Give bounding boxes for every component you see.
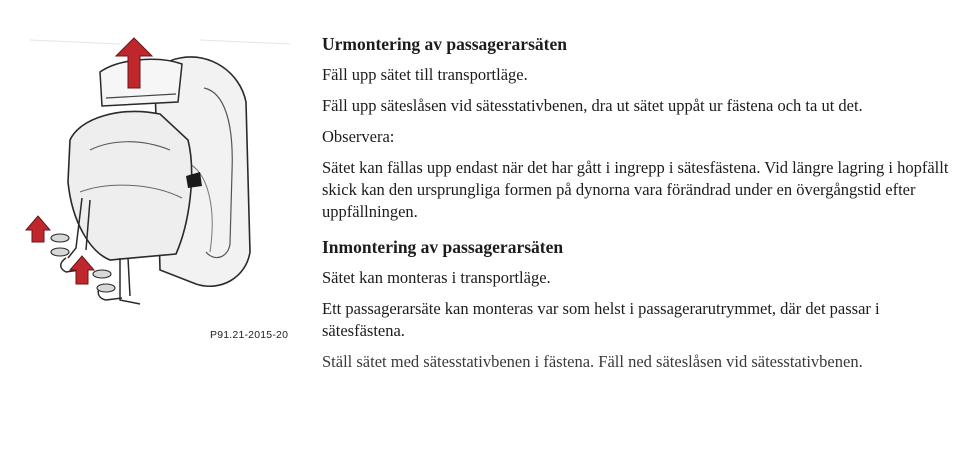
note-label: Observera: bbox=[322, 127, 395, 146]
passenger-seat-drawing bbox=[10, 22, 300, 324]
headrest-shape bbox=[100, 59, 182, 106]
arrow-up-left bbox=[26, 216, 50, 242]
paragraph: Ställ sätet med sätesstativbenen i fästena. Fäll ned säteslåsen vid sätesstativbenen. bbox=[322, 352, 863, 371]
figure-code: P91.21-2015-20 bbox=[210, 329, 289, 341]
paragraph: Sätet kan monteras i transportläge. bbox=[322, 268, 551, 287]
note-paragraph: Sätet kan fällas upp endast när det har gått i ingrepp i sätesfästena. Vid längre lagring i hopfällt skick kan den ursprungliga formen på dynorna vara förändrad under en övergångstid efter uppfällningen. bbox=[322, 158, 949, 221]
section-heading-removal: Urmontering av passagerarsäten bbox=[322, 34, 567, 54]
instructions-text bbox=[322, 34, 954, 382]
seat-illustration bbox=[10, 22, 300, 341]
paragraph: Ett passagerarsäte kan monteras var som helst i passagerarutrymmet, där det passar i sätesfästena. bbox=[322, 299, 880, 340]
paragraph: Fäll upp säteslåsen vid sätesstativbenen, dra ut sätet uppåt ur fästena och ta ut det. bbox=[322, 96, 863, 115]
paragraph: Fäll upp sätet till transportläge. bbox=[322, 65, 528, 84]
arrow-up-lower bbox=[70, 256, 94, 284]
section-heading-installation: Inmontering av passagerarsäten bbox=[322, 237, 564, 257]
